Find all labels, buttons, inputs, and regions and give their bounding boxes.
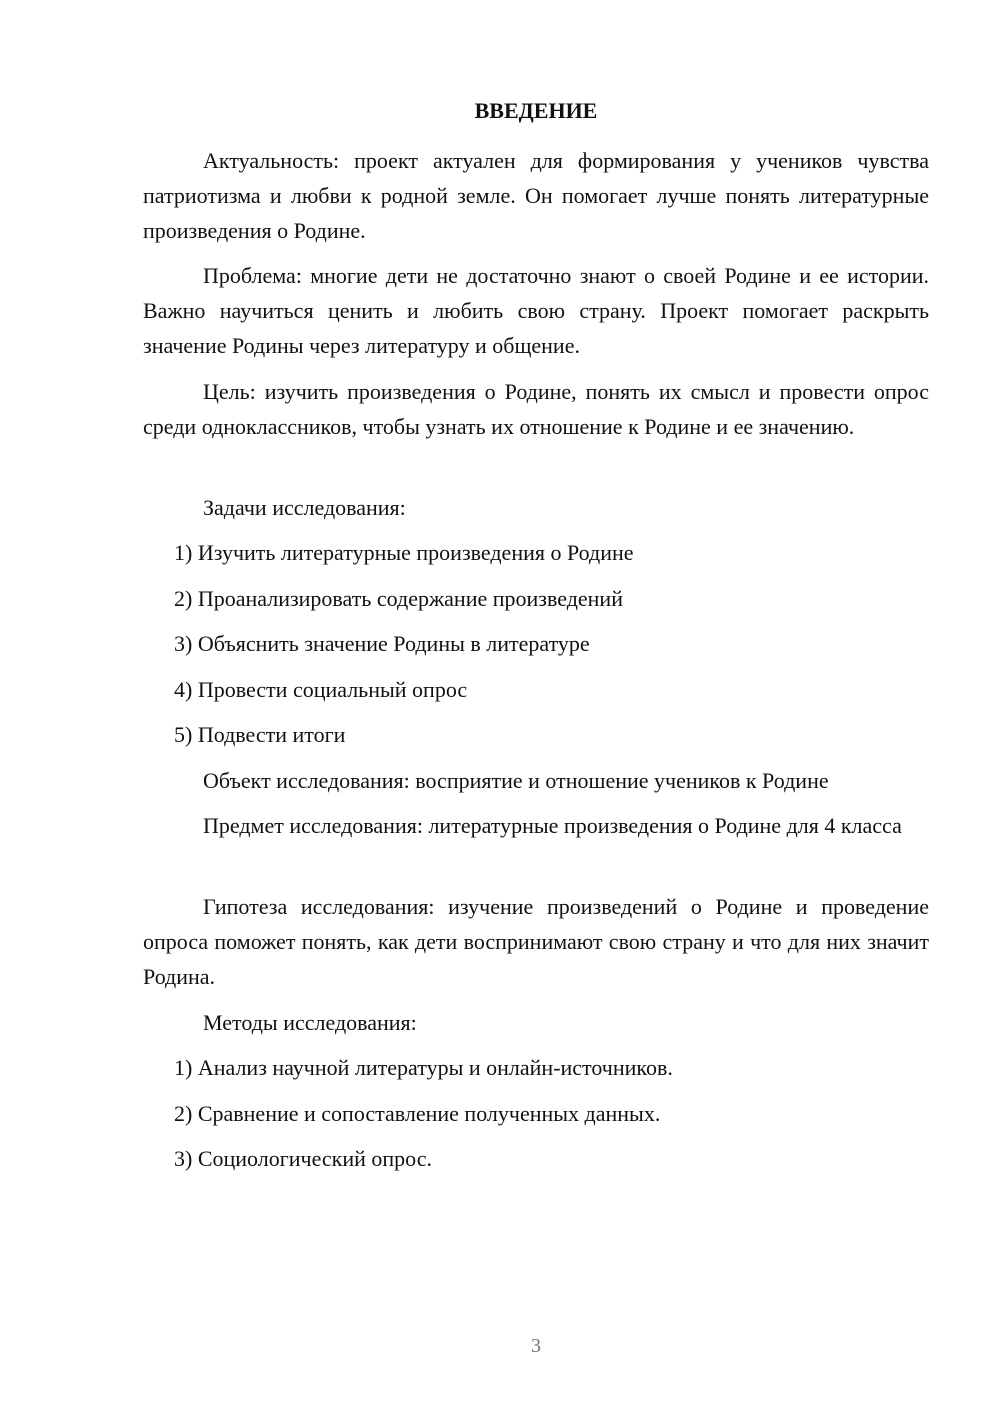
method-item: 2) Сравнение и сопоставление полученных данных. (174, 1101, 661, 1126)
page-number: 3 (531, 1335, 541, 1357)
task-item: 5) Подвести итоги (174, 722, 346, 747)
subject-paragraph: Предмет исследования: литературные произведения о Родине для 4 класса (203, 813, 902, 838)
problem-paragraph: Проблема: многие дети не достаточно знают о своей Родине и ее истории. Важно научиться ценить и любить свою страну. Проект помогает раскрыть значение Родины через литературу и общение. (143, 263, 929, 358)
task-item: 4) Провести социальный опрос (174, 677, 468, 702)
method-item: 1) Анализ научной литературы и онлайн-источников. (174, 1055, 673, 1080)
tasks-heading: Задачи исследования: (203, 495, 406, 520)
relevance-paragraph: Актуальность: проект актуален для формирования у учеников чувства патриотизма и любви к родной земле. Он помогает лучше понять литературные произведения о Родине. (143, 148, 929, 243)
task-item: 2) Проанализировать содержание произведений (174, 586, 623, 611)
methods-heading: Методы исследования: (203, 1010, 417, 1035)
goal-paragraph: Цель: изучить произведения о Родине, понять их смысл и провести опрос среди одноклассников, чтобы узнать их отношение к Родине и ее значению. (143, 379, 929, 439)
task-item: 3) Объяснить значение Родины в литературе (174, 631, 590, 656)
object-line: Объект исследования: восприятие и отношение учеников к Родине (203, 768, 829, 793)
page-title: ВВЕДЕНИЕ (474, 98, 598, 123)
hypothesis-paragraph: Гипотеза исследования: изучение произведений о Родине и проведение опроса поможет понять, как дети воспринимают свою страну и что для них значит Родина. (143, 894, 929, 989)
task-item: 1) Изучить литературные произведения о Родине (174, 540, 634, 565)
method-item: 3) Социологический опрос. (174, 1146, 432, 1171)
